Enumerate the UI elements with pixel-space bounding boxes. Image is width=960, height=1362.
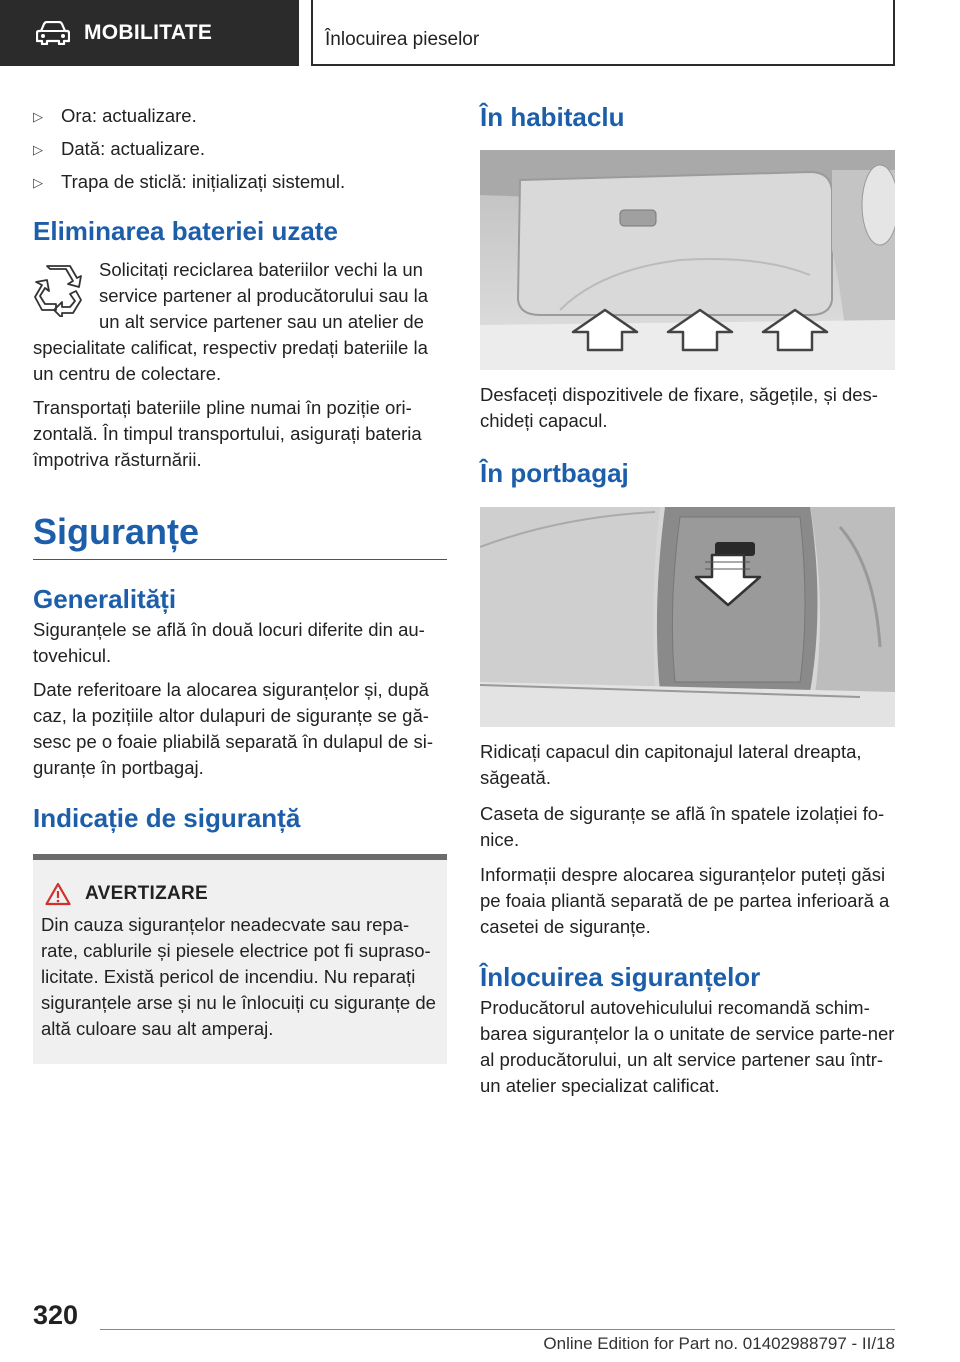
list-item: ▷ Ora: actualizare. xyxy=(33,103,447,136)
glovebox-figure xyxy=(480,150,895,370)
warning-label: AVERTIZARE xyxy=(85,883,208,904)
battery-paragraph-1: Solicitați reciclarea bateriilor vechi la un service partener al producătorului sau la un alt service partener sau un atelier de specialitate calificat, respectiv predați bateriile la un centru de colectare. xyxy=(33,259,429,384)
recycle-icon xyxy=(33,263,83,317)
bullet-triangle-icon: ▷ xyxy=(33,175,43,190)
left-column xyxy=(33,100,447,1064)
page-number: 320 xyxy=(33,1300,79,1330)
trunk-paragraph-3: Informații despre alocarea siguranțelor puteți găsi pe foaia pliantă separată de pe partea inferioară a casetei de siguranțe. xyxy=(480,864,890,937)
general-heading: Generalități xyxy=(33,584,177,614)
cabin-heading: În habitaclu xyxy=(480,102,625,132)
general-paragraph-1: Siguranțele se află în două locuri diferite din au-tovehicul. xyxy=(33,619,425,666)
battery-heading: Eliminarea bateriei uzate xyxy=(33,216,338,246)
trunk-paragraph-2: Caseta de siguranțe se află în spatele izolației fo-nice. xyxy=(480,803,885,850)
trunk-caption: Ridicați capacul din capitonajul lateral dreapta, săgeată. xyxy=(480,741,862,788)
trunk-illustration xyxy=(480,507,895,727)
warning-triangle-icon xyxy=(45,882,71,906)
edition-text: Online Edition for Part no. 01402988797 - II/18 xyxy=(543,1334,895,1353)
list-item: ▷ Trapa de sticlă: inițializați sistemul. xyxy=(33,169,447,202)
battery-paragraph-2: Transportați bateriile pline numai în poziție ori-zontală. În timpul transportului, asigurați bateria împotriva răsturnării. xyxy=(33,397,422,470)
glovebox-illustration xyxy=(480,150,895,370)
safety-heading: Indicație de siguranță xyxy=(33,803,301,833)
right-column xyxy=(480,100,895,1099)
footer-rule xyxy=(100,1329,895,1330)
warning-text: Din cauza siguranțelor neadecvate sau repa-rate, cablurile și piesele electrice pot fi supraso-licitate. Există pericol de incendiu. Nu reparați siguranțele arse și nu le înlocuiți cu siguranțe de altă culoare sau alt amperaj. xyxy=(41,914,436,1039)
bullet-triangle-icon: ▷ xyxy=(33,109,43,124)
general-paragraph-2: Date referitoare la alocarea siguranțelor și, după caz, la pozițiile altor dulapuri de siguranțe se gă-sesc pe o foaie pliabilă separată în dulapul de si-guranțe în portbagaj. xyxy=(33,679,434,778)
replace-paragraph: Producătorul autovehiculului recomandă schim-barea siguranțelor la o unitate de service parte-ner al producătorului, un alt service partener sau într-un atelier specializat calificat. xyxy=(480,997,895,1096)
bullet-triangle-icon: ▷ xyxy=(33,142,43,157)
chapter-title: Înlocuirea pieselor xyxy=(325,29,480,50)
cabin-caption: Desfaceți dispozitivele de fixare, săgețile, și des-chideți capacul. xyxy=(480,384,878,431)
bullet-list xyxy=(33,103,447,202)
chapter-heading-block xyxy=(33,511,447,560)
fuses-title: Siguranțe xyxy=(33,511,200,552)
trunk-figure xyxy=(480,507,895,727)
replace-heading: Înlocuirea siguranțelor xyxy=(480,962,761,992)
warning-box xyxy=(33,854,447,1064)
list-item: ▷ Dată: actualizare. xyxy=(33,136,447,169)
battery-section xyxy=(33,257,447,473)
section-tab xyxy=(0,0,299,66)
warning-header xyxy=(41,882,439,906)
chapter-header xyxy=(311,0,895,66)
section-tab-label: MOBILITATE xyxy=(84,21,213,44)
car-icon xyxy=(36,21,70,45)
trunk-heading: În portbagaj xyxy=(480,458,629,488)
